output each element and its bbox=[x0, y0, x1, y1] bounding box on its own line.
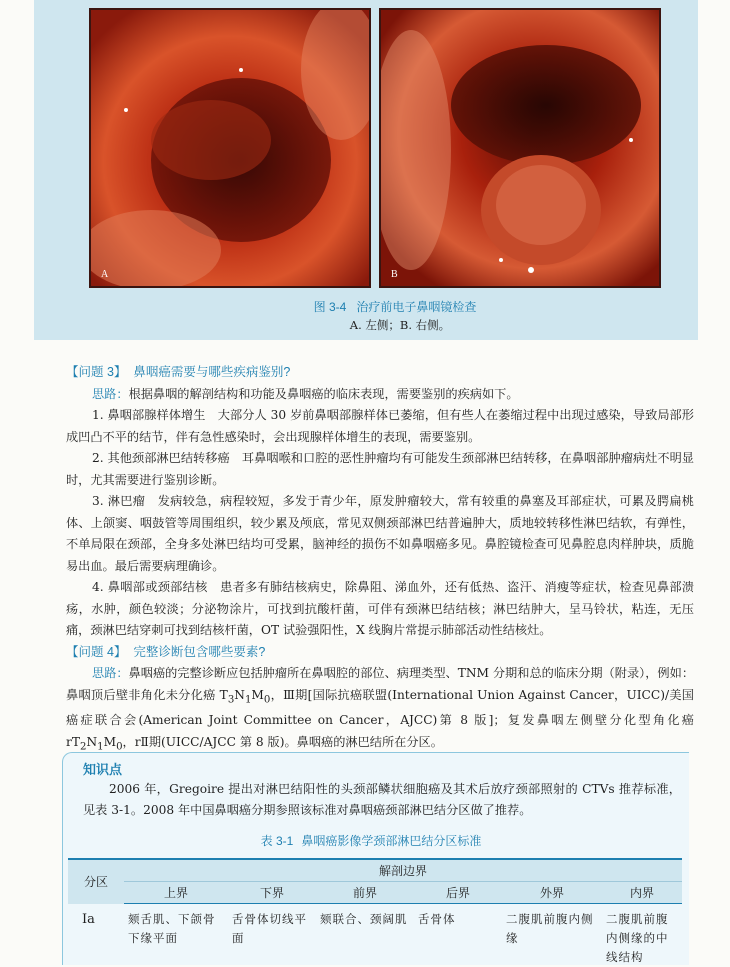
col-upper: 上界 bbox=[124, 882, 228, 904]
item-4: 4. 鼻咽部或颈部结核 患者多有肺结核病史，除鼻阻、涕血外，还有低热、盗汗、消瘦等症状，检查见鼻部溃疡，水肿，颜色较淡；分泌物涂片，可找到抗酸杆菌，可伴有颈淋巴结结核；淋巴结肿大，呈马铃状，粘连，无压痛，颈淋巴结穿刺可找到结核杆菌，OT 试验强阳性，X 线胸片常提示肺部活动性结核灶。 bbox=[66, 577, 694, 642]
endoscopy-photo-left bbox=[89, 8, 371, 288]
question-3-heading bbox=[66, 362, 694, 384]
table-caption bbox=[62, 832, 688, 849]
cell-lateral: 二腹肌前腹内侧缘 bbox=[502, 904, 602, 967]
col-posterior: 后界 bbox=[414, 882, 502, 904]
tnm-m-1: 0 bbox=[264, 694, 270, 705]
figure-subcaption: A. 左侧；B. 右侧。 bbox=[68, 317, 730, 333]
tnm-n-letter-2: N bbox=[86, 735, 97, 749]
main-text bbox=[66, 362, 694, 758]
cell-anterior: 颏联合、颈阔肌 bbox=[316, 904, 414, 967]
col-anterior: 前界 bbox=[316, 882, 414, 904]
tnm-n-1: 1 bbox=[245, 694, 251, 705]
figure-title: 治疗前电子鼻咽镜检查 bbox=[356, 300, 476, 314]
item-2: 2. 其他颈部淋巴结转移癌 耳鼻咽喉和口腔的恶性肿瘤均有可能发生颈部淋巴结转移，在鼻咽部肿瘤病灶不明显时，尤其需要进行鉴别诊断。 bbox=[66, 448, 694, 491]
table-title: 鼻咽癌影像学颈部淋巴结分区标准 bbox=[301, 834, 481, 848]
question-3-bracket: 【问题 3】 bbox=[66, 365, 126, 379]
silu-text: 根据鼻咽的解剖结构和功能及鼻咽癌的临床表现，需要鉴别的疾病如下。 bbox=[129, 387, 519, 401]
question-4-silu bbox=[66, 663, 694, 758]
tnm-m-letter-1: M bbox=[251, 688, 263, 702]
question-4-heading bbox=[66, 642, 694, 664]
question-3-title: 鼻咽癌需要与哪些疾病鉴别? bbox=[133, 365, 290, 379]
cell-upper: 颏舌肌、下颌骨下缘平面 bbox=[124, 904, 228, 967]
col-lower: 下界 bbox=[228, 882, 316, 904]
tnm-t-1: 3 bbox=[228, 694, 234, 705]
zone-header: 分区 bbox=[68, 859, 124, 904]
tnm-m-letter-2: M bbox=[104, 735, 116, 749]
col-medial: 内界 bbox=[602, 882, 682, 904]
tnm-n-letter-1: N bbox=[234, 688, 245, 702]
cell-posterior: 舌骨体 bbox=[414, 904, 502, 967]
figure-caption bbox=[68, 298, 730, 315]
figure-panel bbox=[34, 0, 698, 340]
boundary-header: 解剖边界 bbox=[124, 859, 682, 882]
endoscopy-photo-right bbox=[379, 8, 661, 288]
tnm-t-2: 2 bbox=[80, 741, 86, 752]
silu-label-2: 思路： bbox=[92, 666, 129, 680]
figure-number: 图 3-4 bbox=[314, 300, 347, 314]
table-row bbox=[68, 904, 682, 967]
knowledge-text bbox=[83, 779, 681, 821]
question-3-silu bbox=[66, 384, 694, 406]
endoscopy-image-left bbox=[91, 10, 369, 286]
silu-part-1: 鼻咽癌的完整诊断应包括肿瘤所在鼻咽腔的部位、病理类型、TNM 分期和总的临床分期（附录），例如：鼻咽顶后壁非角化未分化癌 T bbox=[66, 666, 694, 702]
tnm-m-2: 0 bbox=[116, 741, 122, 752]
question-4-title: 完整诊断包含哪些要素? bbox=[133, 645, 265, 659]
zone-cell: Ⅰa bbox=[68, 904, 124, 967]
table-number: 表 3-1 bbox=[261, 834, 294, 848]
item-1: 1. 鼻咽部腺样体增生 大部分人 30 岁前鼻咽部腺样体已萎缩，但有些人在萎缩过程中出现过感染，导致局部形成凹凸不平的结节，伴有急性感染时，会出现腺样体增生的表现，需要鉴别。 bbox=[66, 405, 694, 448]
lymph-node-zone-table bbox=[68, 858, 682, 967]
knowledge-title: 知识点 bbox=[83, 759, 122, 778]
tnm-n-2: 1 bbox=[97, 741, 103, 752]
endoscopy-image-right bbox=[381, 10, 659, 286]
question-4-bracket: 【问题 4】 bbox=[66, 645, 126, 659]
photo-label-a: A bbox=[101, 269, 108, 280]
cell-lower: 舌骨体切线平面 bbox=[228, 904, 316, 967]
photo-label-b: B bbox=[391, 269, 398, 280]
col-lateral: 外界 bbox=[502, 882, 602, 904]
item-3: 3. 淋巴瘤 发病较急，病程较短，多发于青少年，原发肿瘤较大，常有较重的鼻塞及耳部症状，可累及腭扁桃体、上颌窦、咽鼓管等周围组织，较少累及颅底，常见双侧颈部淋巴结普遍肿大，质地较转移性淋巴结软，有弹性，不单局限在颈部，全身多处淋巴结均可受累，脑神经的损伤不如鼻咽癌多见。鼻腔镜检查可见鼻腔息肉样肿块，质脆易出血。最后需要病理确诊。 bbox=[66, 491, 694, 577]
silu-label: 思路： bbox=[92, 387, 129, 401]
silu-part-3: ，rⅡ期(UICC/AJCC 第 8 版)。鼻咽癌的淋巴结所在分区。 bbox=[123, 735, 443, 749]
silu-part-2: ，Ⅲ期[国际抗癌联盟(International Union Against Cancer，UICC)/美国癌症联合会(American Joint Committee on Cancer，AJCC)第 8 版]；复发鼻咽左侧壁分化型角化癌 rT bbox=[66, 688, 694, 749]
cell-medial: 二腹肌前腹内侧缘的中线结构 bbox=[602, 904, 682, 967]
knowledge-paragraph: 2006 年，Gregoire 提出对淋巴结阳性的头颈部鳞状细胞癌及其术后放疗颈部照射的 CTVs 推荐标准，见表 3-1。2008 年中国鼻咽癌分期参照该标准对鼻咽癌颈部淋巴结分区做了推荐。 bbox=[83, 779, 681, 821]
